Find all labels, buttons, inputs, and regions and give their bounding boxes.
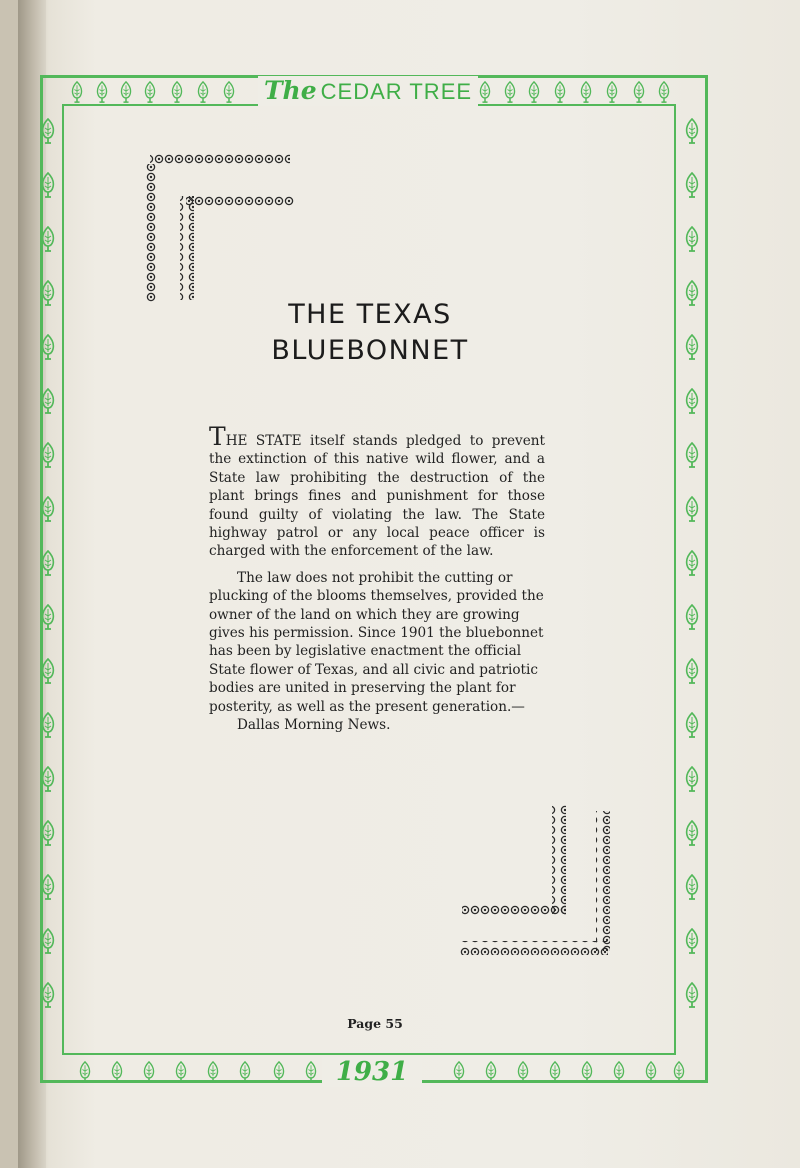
article-body: [209, 422, 545, 735]
cedar-tree-icon: [548, 1061, 562, 1083]
cedar-tree-icon: [40, 226, 56, 252]
cedar-tree-icon: [452, 1061, 466, 1083]
cedar-tree-icon: [142, 1061, 156, 1083]
cedar-tree-icon: [110, 1061, 124, 1083]
cedar-tree-icon: [119, 81, 133, 103]
cedar-tree-icon: [40, 874, 56, 900]
cedar-tree-icon: [304, 1061, 318, 1083]
cedar-tree-icon: [684, 658, 700, 684]
cedar-tree-icon: [579, 81, 593, 103]
cedar-tree-icon: [657, 81, 671, 103]
article-source: Dallas Morning News.: [237, 717, 391, 734]
cedar-tree-icon: [684, 982, 700, 1008]
cedar-tree-icon: [40, 118, 56, 144]
corner-ornament-bottom-right: [460, 805, 612, 957]
cedar-tree-icon: [605, 81, 619, 103]
article-title: [200, 297, 540, 369]
cedar-tree-icon: [70, 81, 84, 103]
cedar-tree-icon: [484, 1061, 498, 1083]
cedar-tree-icon: [684, 604, 700, 630]
yearbook-year: 1931: [322, 1057, 422, 1087]
cedar-tree-icon: [40, 928, 56, 954]
cedar-tree-icon: [580, 1061, 594, 1083]
cedar-tree-icon: [40, 712, 56, 738]
cedar-tree-icon: [684, 496, 700, 522]
masthead: [258, 76, 478, 106]
cedar-tree-icon: [684, 118, 700, 144]
cedar-tree-icon: [40, 604, 56, 630]
masthead-the: The: [263, 76, 317, 105]
article-title-line2: BLUEBONNET: [271, 335, 469, 366]
paragraph-1-text: itself stands pledged to prevent the extinction of this native wild flower, and a State law prohibiting the destruction of the plant brings fines and punishment for those found guilty of violating the law. The State highway patrol or any local peace officer is charged with the enforcement of the law.: [209, 433, 545, 560]
lead-in: HE STATE: [225, 433, 302, 449]
cedar-tree-icon: [174, 1061, 188, 1083]
cedar-tree-icon: [143, 81, 157, 103]
cedar-tree-icon: [684, 928, 700, 954]
cedar-tree-icon: [40, 496, 56, 522]
cedar-tree-icon: [684, 820, 700, 846]
cedar-tree-icon: [684, 334, 700, 360]
cedar-tree-icon: [40, 982, 56, 1008]
cedar-tree-icon: [632, 81, 646, 103]
paragraph-2: [209, 569, 545, 735]
cedar-tree-icon: [516, 1061, 530, 1083]
cedar-tree-icon: [684, 766, 700, 792]
cedar-tree-icon: [684, 172, 700, 198]
cedar-tree-icon: [196, 81, 210, 103]
cedar-tree-icon: [40, 388, 56, 414]
page-number: Page 55: [347, 1016, 403, 1031]
cedar-tree-icon: [478, 81, 492, 103]
cedar-tree-icon: [503, 81, 517, 103]
cedar-tree-icon: [684, 388, 700, 414]
cedar-tree-icon: [684, 712, 700, 738]
cedar-tree-icon: [95, 81, 109, 103]
cedar-tree-icon: [684, 280, 700, 306]
cedar-tree-icon: [40, 820, 56, 846]
paragraph-1: [209, 422, 545, 561]
cedar-tree-icon: [644, 1061, 658, 1083]
article-title-line1: THE TEXAS: [288, 299, 452, 330]
cedar-tree-icon: [672, 1061, 686, 1083]
masthead-title: CEDAR TREE: [320, 79, 473, 104]
cedar-tree-icon: [238, 1061, 252, 1083]
cedar-tree-icon: [40, 766, 56, 792]
cedar-tree-icon: [684, 874, 700, 900]
cedar-tree-icon: [40, 334, 56, 360]
cedar-tree-icon: [40, 280, 56, 306]
cedar-tree-icon: [684, 226, 700, 252]
drop-cap: T: [209, 422, 226, 451]
corner-ornament-top-left: [144, 152, 296, 304]
cedar-tree-icon: [40, 442, 56, 468]
cedar-tree-icon: [612, 1061, 626, 1083]
cedar-tree-icon: [40, 550, 56, 576]
cedar-tree-icon: [170, 81, 184, 103]
paragraph-2-text: The law does not prohibit the cutting or plucking of the blooms themselves, provided the owner of the land on which they are growing gives his permission. Since 1901 the bluebonnet has been by legislative enactment the official State flower of Texas, and all civic and patriotic bodies are united in preserving the plant for posterity, as well as the present generation.—: [209, 569, 544, 715]
cedar-tree-icon: [272, 1061, 286, 1083]
cedar-tree-icon: [206, 1061, 220, 1083]
cedar-tree-icon: [684, 550, 700, 576]
cedar-tree-icon: [40, 172, 56, 198]
cedar-tree-icon: [684, 442, 700, 468]
cedar-tree-icon: [222, 81, 236, 103]
cedar-tree-icon: [527, 81, 541, 103]
cedar-tree-icon: [40, 658, 56, 684]
cedar-tree-icon: [553, 81, 567, 103]
cedar-tree-icon: [78, 1061, 92, 1083]
